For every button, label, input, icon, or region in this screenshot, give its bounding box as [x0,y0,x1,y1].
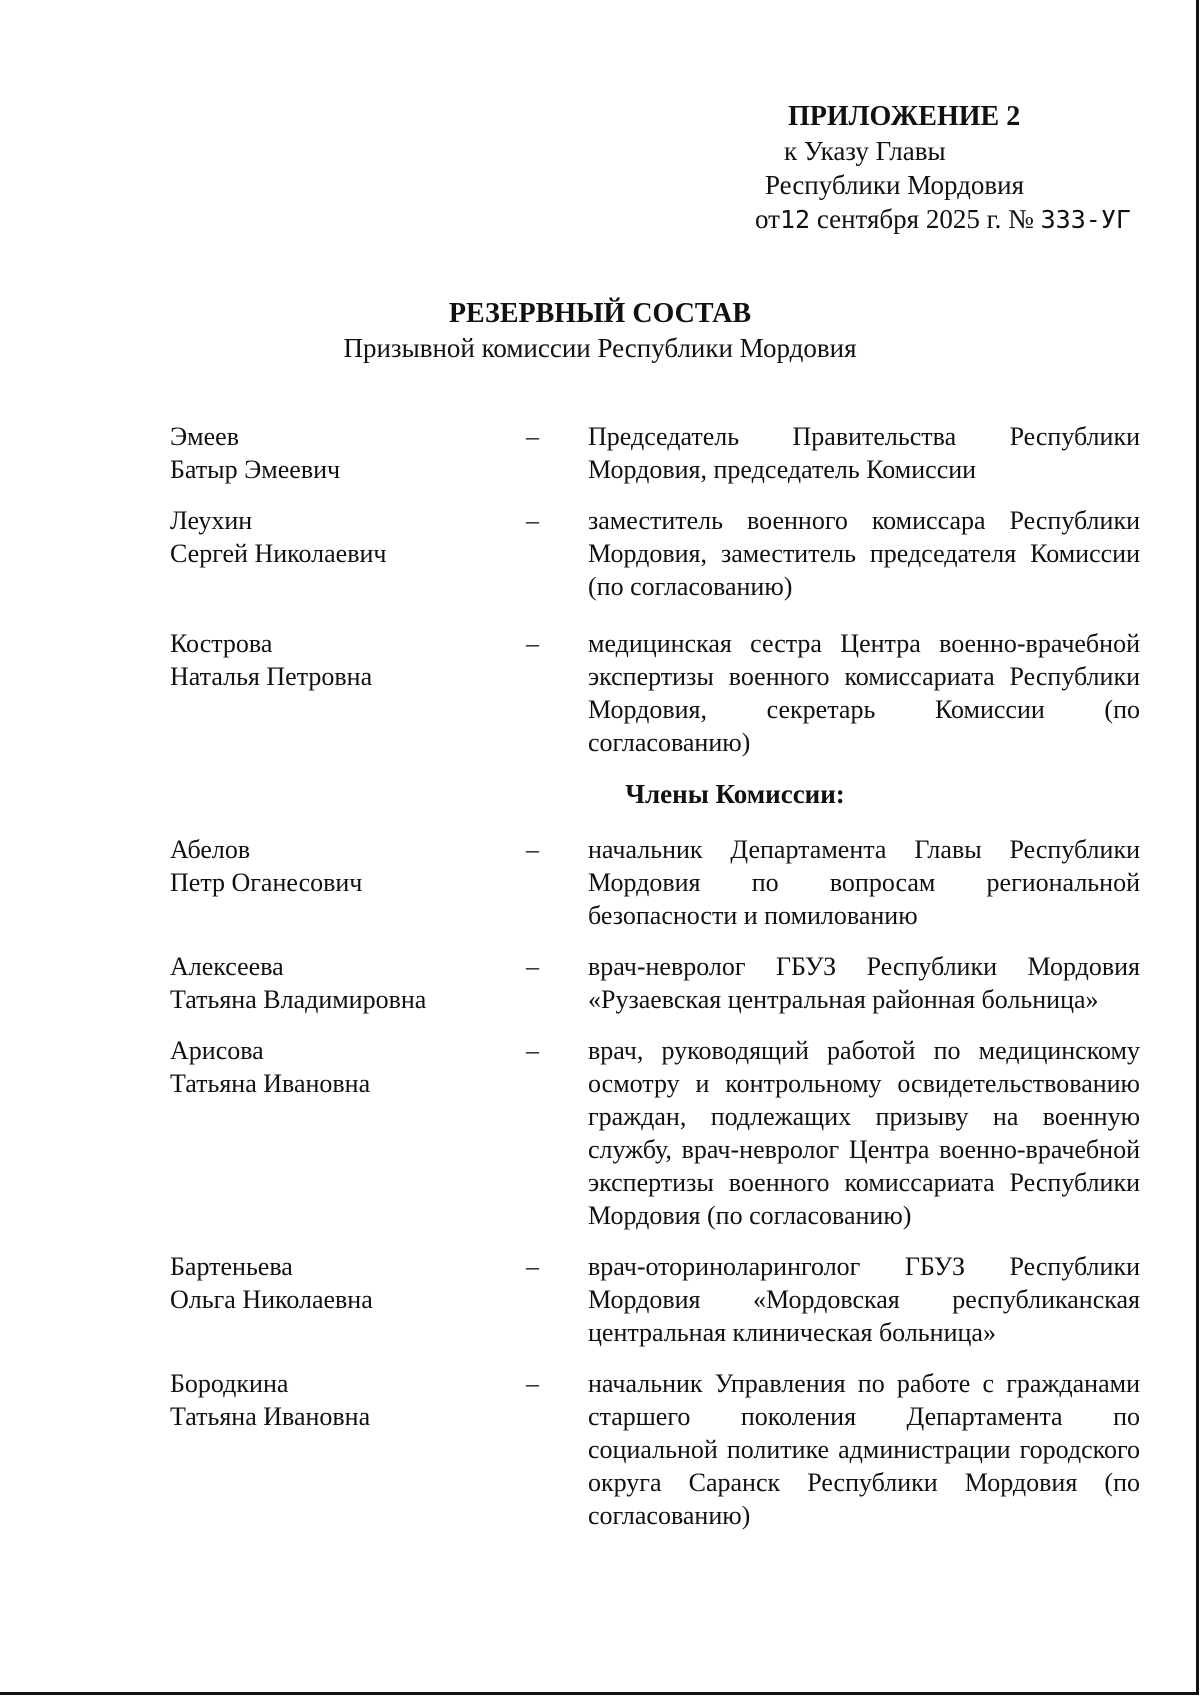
person-name: Абелов Петр Оганесович [170,835,363,897]
person-name: Кострова Наталья Петровна [170,629,373,691]
person-name: Алексеева Татьяна Владимировна [170,952,427,1014]
date-day: 12 [779,205,811,234]
dash-separator: – [526,422,539,451]
date-rest: сентября 2025 г. № [810,204,1041,234]
person-role: врач, руководящий работой по медицинскому осмотру и контрольному освидетельствованию граждан, подлежащих призыву на военную службу, врач-невролог Центра военно-врачебной экспертизы военного комиссариата Республики Мордовия (по согласованию) [588,1036,1140,1230]
person-name: Бородкина Татьяна Ивановна [170,1369,371,1431]
appendix-republic-line: Республики Мордовия [765,170,1025,200]
document-subtitle: Призывной комиссии Республики Мордовия [343,333,857,363]
person-role: начальник Управления по работе с гражданами старшего поколения Департамента по социальной политике администрации городского округа Саранск Республики Мордовия (по согласованию) [588,1369,1140,1530]
dash-separator: – [526,952,539,981]
person-name: Бартеньева Ольга Николаевна [170,1252,373,1314]
person-role: Председатель Правительства Республики Мордовия, председатель Комиссии [588,422,1140,484]
list-item [170,950,1140,1016]
list-item [170,833,1140,932]
person-name: Леухин Сергей Николаевич [170,506,387,568]
document-title: РЕЗЕРВНЫЙ СОСТАВ [448,298,752,329]
person-name: Арисова Татьяна Ивановна [170,1036,371,1098]
dash-separator: – [526,629,539,658]
decree-number: 333-УГ [1040,205,1131,234]
date-prefix: от [755,204,780,234]
person-role: начальник Департамента Главы Республики Мордовия по вопросам региональной безопасности и помилованию [588,835,1140,930]
list-item [170,627,1140,759]
dash-separator: – [526,1036,539,1065]
dash-separator: – [526,1252,539,1281]
appendix-decree-line: к Указу Главы [784,136,946,166]
list-item [170,420,1140,486]
person-role: медицинская сестра Центра военно-врачебной экспертизы военного комиссариата Республики Мордовия, секретарь Комиссии (по согласованию) [588,629,1140,757]
appendix-date-line [755,202,1131,237]
list-item [170,1250,1140,1349]
appendix-title: ПРИЛОЖЕНИЕ 2 [788,101,1021,132]
dash-separator: – [526,1369,539,1398]
list-item [170,1367,1140,1532]
dash-separator: – [526,506,539,535]
document-heading [0,297,1200,365]
appendix-block [700,100,1131,237]
person-role: врач-невролог ГБУЗ Республики Мордовия «Рузаевская центральная районная больница» [588,952,1140,1014]
person-role: заместитель военного комиссара Республики Мордовия, заместитель председателя Комиссии (по согласованию) [588,506,1140,601]
list-item [170,1034,1140,1232]
list-item [170,504,1140,603]
person-role: врач-оториноларинголог ГБУЗ Республики Мордовия «Мордовская республиканская центральная клиническая больница» [588,1252,1140,1347]
members-heading: Члены Комиссии: [625,779,845,809]
commission-list [170,420,1140,1532]
person-name: Эмеев Батыр Эмеевич [170,422,341,484]
dash-separator: – [526,835,539,864]
